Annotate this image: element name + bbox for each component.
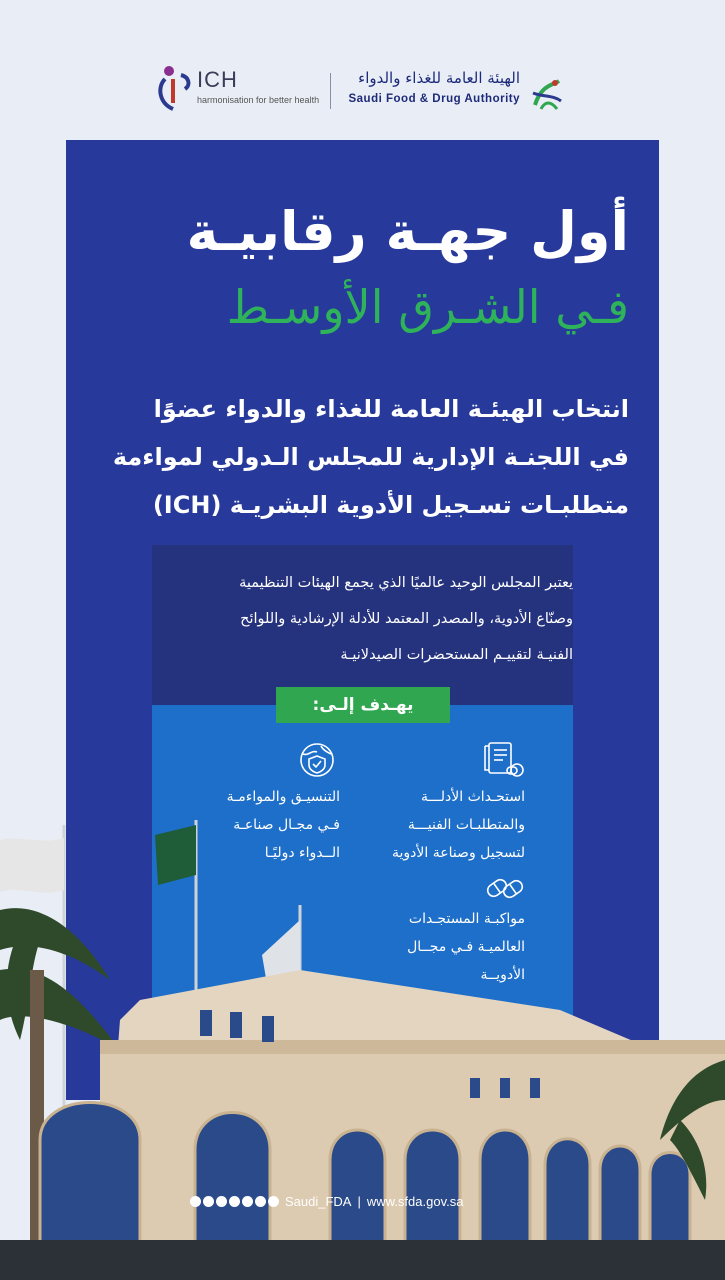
instagram-icon[interactable] — [255, 1196, 266, 1207]
lead-text — [89, 385, 629, 529]
footer-separator: | — [357, 1193, 361, 1209]
social-handle[interactable]: Saudi_FDA — [285, 1193, 352, 1209]
goal-line: الأدويــة — [480, 967, 525, 983]
header — [0, 55, 725, 125]
title-line-2: فـي الشـرق الأوسـط — [226, 280, 629, 334]
tiktok-icon[interactable] — [268, 1196, 279, 1207]
globe-shield-icon — [297, 740, 337, 780]
lead-line: متطلبـات تسـجيل الأدوية البشريـة (ICH) — [152, 491, 629, 519]
description-line: وصنّاع الأدوية، والمصدر المعتمد للأدلة الإرشادية واللوائح — [240, 611, 573, 627]
sfda-emblem-icon — [527, 75, 567, 115]
ich-name: ICH — [197, 67, 238, 92]
goal-line: العالميـة فـي مجــال — [407, 939, 525, 955]
description-text — [178, 565, 573, 673]
linkedin-icon[interactable] — [229, 1196, 240, 1207]
goal-line: الــدواء دوليًـا — [264, 845, 340, 861]
document-pills-icon — [481, 740, 525, 780]
goal-line: مواكبـة المستجـدات — [408, 911, 525, 927]
description-line: يعتبر المجلس الوحيد عالميًا الذي يجمع الهيئات التنظيمية — [239, 575, 573, 591]
goal-line: فـي مجـال صناعـة — [233, 817, 340, 833]
youtube-icon[interactable] — [216, 1196, 227, 1207]
title-line-1: أول جهـة رقابيـة — [186, 200, 629, 263]
lead-line: في اللجنـة الإدارية للمجلس الـدولي لمواءمة — [112, 443, 629, 471]
goal-line: التنسيـق والمواءمـة — [226, 789, 340, 805]
ich-logo-icon — [155, 63, 195, 113]
goals-badge: يهـدف إلـى: — [276, 687, 450, 723]
ich-tagline: harmonisation for better health — [197, 95, 320, 105]
description-line: الفنيـة لتقييـم المستحضرات الصيدلانيـة — [340, 647, 573, 663]
header-divider — [330, 73, 331, 109]
snapchat-icon[interactable] — [203, 1196, 214, 1207]
lead-line: انتخاب الهيئـة العامة للغذاء والدواء عضوًا — [153, 395, 629, 423]
goal-line: لتسجيل وصناعة الأدوية — [391, 845, 525, 861]
sfda-name-ar: الهيئة العامة للغذاء والدواء — [358, 69, 520, 87]
footer — [190, 1190, 530, 1212]
ich-logo — [155, 63, 325, 113]
facebook-icon[interactable] — [242, 1196, 253, 1207]
website-link[interactable]: www.sfda.gov.sa — [366, 1193, 464, 1209]
sfda-name-en: Saudi Food & Drug Authority — [348, 93, 520, 105]
description-box — [152, 545, 573, 705]
x-icon[interactable] — [190, 1196, 201, 1207]
sfda-logo — [345, 69, 575, 119]
goal-line: والمتطلبـات الفنيـــة — [407, 817, 525, 833]
social-icons — [190, 1196, 279, 1207]
goal-line: استحـداث الأدلـــة — [420, 789, 525, 805]
